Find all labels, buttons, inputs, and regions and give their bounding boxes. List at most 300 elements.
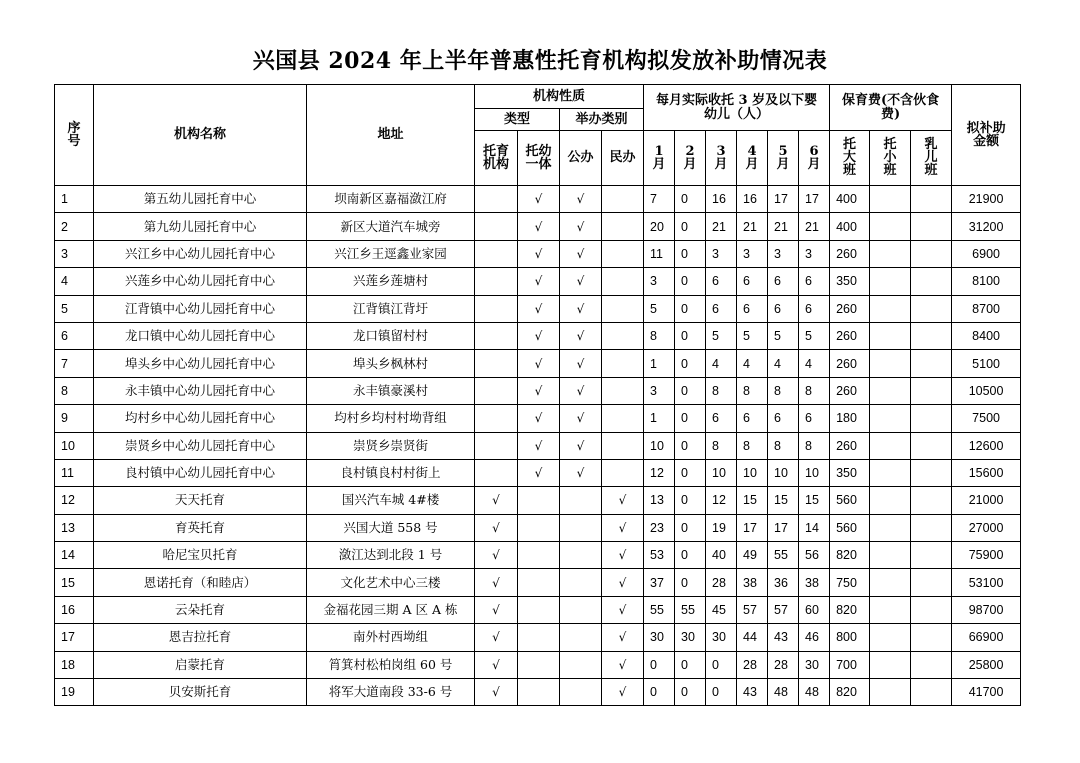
cell-fee-small xyxy=(870,186,911,213)
header-type-institution: 托育机构 xyxy=(475,131,518,186)
cell-month-3: 6 xyxy=(706,268,737,295)
cell-month-5: 3 xyxy=(768,240,799,267)
cell-fee-small xyxy=(870,268,911,295)
cell-fee-large: 260 xyxy=(830,350,870,377)
cell-month-4: 44 xyxy=(737,624,768,651)
cell-name: 均村乡中心幼儿园托育中心 xyxy=(94,405,307,432)
cell-address: 潋江达到北段 1 号 xyxy=(307,542,475,569)
cell-address: 金福花园三期 A 区 A 栋 xyxy=(307,596,475,623)
header-address: 地址 xyxy=(307,85,475,186)
cell-type-integrated: √ xyxy=(518,322,560,349)
cell-month-5: 8 xyxy=(768,377,799,404)
cell-month-4: 6 xyxy=(737,268,768,295)
cell-fee-infant xyxy=(911,405,952,432)
header-sponsor: 举办类别 xyxy=(560,109,644,131)
cell-type-integrated: √ xyxy=(518,240,560,267)
cell-month-6: 56 xyxy=(799,542,830,569)
cell-type-integrated: √ xyxy=(518,213,560,240)
cell-private: √ xyxy=(602,514,644,541)
table-row xyxy=(55,268,1021,295)
cell-fee-small xyxy=(870,596,911,623)
cell-address: 新区大道汽车城旁 xyxy=(307,213,475,240)
cell-fee-large: 700 xyxy=(830,651,870,678)
cell-month-1: 1 xyxy=(644,350,675,377)
cell-type-integrated xyxy=(518,624,560,651)
cell-subsidy: 15600 xyxy=(952,459,1021,486)
cell-month-1: 1 xyxy=(644,405,675,432)
cell-month-5: 6 xyxy=(768,268,799,295)
cell-month-3: 40 xyxy=(706,542,737,569)
cell-name: 崇贤乡中心幼儿园托育中心 xyxy=(94,432,307,459)
header-private: 民办 xyxy=(602,131,644,186)
cell-fee-small xyxy=(870,514,911,541)
cell-type-integrated: √ xyxy=(518,268,560,295)
cell-seq: 2 xyxy=(55,213,94,240)
cell-month-5: 57 xyxy=(768,596,799,623)
cell-type-institution xyxy=(475,186,518,213)
cell-type-institution: √ xyxy=(475,569,518,596)
cell-address: 永丰镇豪溪村 xyxy=(307,377,475,404)
cell-month-2: 0 xyxy=(675,186,706,213)
cell-month-5: 6 xyxy=(768,295,799,322)
cell-seq: 1 xyxy=(55,186,94,213)
cell-month-5: 21 xyxy=(768,213,799,240)
cell-fee-small xyxy=(870,322,911,349)
cell-month-1: 55 xyxy=(644,596,675,623)
table-row xyxy=(55,377,1021,404)
cell-private xyxy=(602,240,644,267)
cell-subsidy: 31200 xyxy=(952,213,1021,240)
cell-name: 兴莲乡中心幼儿园托育中心 xyxy=(94,268,307,295)
cell-type-integrated: √ xyxy=(518,186,560,213)
cell-name: 恩吉拉托育 xyxy=(94,624,307,651)
cell-public xyxy=(560,651,602,678)
cell-private: √ xyxy=(602,569,644,596)
cell-name: 龙口镇中心幼儿园托育中心 xyxy=(94,322,307,349)
cell-fee-large: 350 xyxy=(830,268,870,295)
table-row xyxy=(55,596,1021,623)
table-row xyxy=(55,679,1021,706)
cell-fee-infant xyxy=(911,514,952,541)
cell-name: 第五幼儿园托育中心 xyxy=(94,186,307,213)
cell-month-1: 3 xyxy=(644,377,675,404)
cell-seq: 5 xyxy=(55,295,94,322)
cell-fee-infant xyxy=(911,542,952,569)
cell-fee-small xyxy=(870,240,911,267)
cell-type-institution: √ xyxy=(475,514,518,541)
cell-month-2: 30 xyxy=(675,624,706,651)
cell-month-1: 37 xyxy=(644,569,675,596)
cell-private: √ xyxy=(602,624,644,651)
cell-private xyxy=(602,268,644,295)
cell-month-6: 6 xyxy=(799,405,830,432)
cell-type-institution: √ xyxy=(475,679,518,706)
table-row xyxy=(55,459,1021,486)
cell-public: √ xyxy=(560,350,602,377)
cell-month-6: 5 xyxy=(799,322,830,349)
cell-address: 均村乡均村村坳背组 xyxy=(307,405,475,432)
cell-month-6: 6 xyxy=(799,268,830,295)
cell-fee-infant xyxy=(911,377,952,404)
cell-subsidy: 98700 xyxy=(952,596,1021,623)
cell-month-5: 4 xyxy=(768,350,799,377)
table-body xyxy=(55,186,1021,706)
cell-month-2: 55 xyxy=(675,596,706,623)
table-row xyxy=(55,322,1021,349)
cell-month-5: 48 xyxy=(768,679,799,706)
cell-month-3: 5 xyxy=(706,322,737,349)
cell-type-institution: √ xyxy=(475,596,518,623)
cell-fee-small xyxy=(870,459,911,486)
cell-month-2: 0 xyxy=(675,679,706,706)
cell-subsidy: 6900 xyxy=(952,240,1021,267)
cell-public xyxy=(560,542,602,569)
cell-month-1: 20 xyxy=(644,213,675,240)
header-fee-large: 托大班 xyxy=(830,131,870,186)
cell-private xyxy=(602,186,644,213)
cell-month-6: 15 xyxy=(799,487,830,514)
cell-address: 兴江乡王逕鑫业家园 xyxy=(307,240,475,267)
cell-month-1: 5 xyxy=(644,295,675,322)
page-title: 兴国县 2024 年上半年普惠性托育机构拟发放补助情况表 xyxy=(252,48,828,74)
cell-month-5: 15 xyxy=(768,487,799,514)
cell-subsidy: 75900 xyxy=(952,542,1021,569)
cell-month-3: 21 xyxy=(706,213,737,240)
cell-address: 龙口镇留村村 xyxy=(307,322,475,349)
cell-fee-infant xyxy=(911,487,952,514)
cell-fee-small xyxy=(870,295,911,322)
cell-subsidy: 21900 xyxy=(952,186,1021,213)
cell-private xyxy=(602,350,644,377)
cell-private xyxy=(602,377,644,404)
cell-type-integrated xyxy=(518,679,560,706)
cell-month-4: 16 xyxy=(737,186,768,213)
cell-address: 文化艺术中心三楼 xyxy=(307,569,475,596)
cell-month-3: 8 xyxy=(706,432,737,459)
cell-month-3: 10 xyxy=(706,459,737,486)
cell-month-1: 7 xyxy=(644,186,675,213)
cell-fee-large: 400 xyxy=(830,213,870,240)
cell-seq: 16 xyxy=(55,596,94,623)
cell-public xyxy=(560,596,602,623)
cell-month-2: 0 xyxy=(675,268,706,295)
cell-month-2: 0 xyxy=(675,240,706,267)
cell-subsidy: 66900 xyxy=(952,624,1021,651)
cell-type-integrated xyxy=(518,487,560,514)
cell-month-6: 21 xyxy=(799,213,830,240)
cell-public xyxy=(560,624,602,651)
cell-month-5: 6 xyxy=(768,405,799,432)
cell-type-integrated: √ xyxy=(518,377,560,404)
cell-month-3: 3 xyxy=(706,240,737,267)
cell-month-3: 19 xyxy=(706,514,737,541)
cell-month-3: 6 xyxy=(706,405,737,432)
cell-public: √ xyxy=(560,405,602,432)
table-row xyxy=(55,213,1021,240)
table-row xyxy=(55,295,1021,322)
cell-fee-infant xyxy=(911,240,952,267)
cell-seq: 17 xyxy=(55,624,94,651)
cell-month-3: 45 xyxy=(706,596,737,623)
cell-seq: 8 xyxy=(55,377,94,404)
cell-month-3: 16 xyxy=(706,186,737,213)
cell-month-3: 0 xyxy=(706,679,737,706)
cell-month-3: 0 xyxy=(706,651,737,678)
cell-month-1: 53 xyxy=(644,542,675,569)
header-seq: 序号 xyxy=(55,85,94,186)
cell-name: 良村镇中心幼儿园托育中心 xyxy=(94,459,307,486)
cell-month-4: 8 xyxy=(737,432,768,459)
cell-month-3: 12 xyxy=(706,487,737,514)
cell-public xyxy=(560,487,602,514)
cell-public: √ xyxy=(560,240,602,267)
cell-seq: 13 xyxy=(55,514,94,541)
table-row xyxy=(55,487,1021,514)
cell-subsidy: 27000 xyxy=(952,514,1021,541)
cell-public xyxy=(560,514,602,541)
cell-month-1: 23 xyxy=(644,514,675,541)
cell-type-institution xyxy=(475,459,518,486)
cell-month-2: 0 xyxy=(675,213,706,240)
cell-subsidy: 12600 xyxy=(952,432,1021,459)
cell-month-6: 3 xyxy=(799,240,830,267)
cell-month-2: 0 xyxy=(675,542,706,569)
header-subsidy: 拟补助金额 xyxy=(952,85,1021,186)
cell-month-6: 30 xyxy=(799,651,830,678)
cell-month-4: 57 xyxy=(737,596,768,623)
cell-public: √ xyxy=(560,186,602,213)
cell-month-5: 10 xyxy=(768,459,799,486)
header-type: 类型 xyxy=(475,109,560,131)
cell-month-4: 15 xyxy=(737,487,768,514)
cell-type-institution xyxy=(475,295,518,322)
cell-name: 哈尼宝贝托育 xyxy=(94,542,307,569)
cell-seq: 3 xyxy=(55,240,94,267)
cell-seq: 4 xyxy=(55,268,94,295)
cell-public xyxy=(560,569,602,596)
cell-month-5: 5 xyxy=(768,322,799,349)
cell-name: 启蒙托育 xyxy=(94,651,307,678)
cell-address: 筲箕村松柏岗组 60 号 xyxy=(307,651,475,678)
cell-month-5: 28 xyxy=(768,651,799,678)
cell-address: 将军大道南段 33-6 号 xyxy=(307,679,475,706)
subsidy-table xyxy=(54,84,1021,706)
cell-type-institution xyxy=(475,377,518,404)
cell-seq: 11 xyxy=(55,459,94,486)
cell-month-4: 3 xyxy=(737,240,768,267)
cell-type-integrated xyxy=(518,596,560,623)
cell-private: √ xyxy=(602,596,644,623)
cell-address: 国兴汽车城 4#楼 xyxy=(307,487,475,514)
cell-month-3: 8 xyxy=(706,377,737,404)
cell-month-2: 0 xyxy=(675,405,706,432)
cell-private xyxy=(602,322,644,349)
cell-fee-small xyxy=(870,432,911,459)
cell-type-integrated xyxy=(518,514,560,541)
cell-public: √ xyxy=(560,295,602,322)
cell-month-3: 6 xyxy=(706,295,737,322)
cell-type-integrated xyxy=(518,542,560,569)
cell-address: 良村镇良村村街上 xyxy=(307,459,475,486)
cell-address: 崇贤乡崇贤街 xyxy=(307,432,475,459)
cell-name: 永丰镇中心幼儿园托育中心 xyxy=(94,377,307,404)
cell-fee-infant xyxy=(911,186,952,213)
cell-type-institution: √ xyxy=(475,624,518,651)
cell-private: √ xyxy=(602,651,644,678)
cell-name: 天天托育 xyxy=(94,487,307,514)
header-fee-small: 托小班 xyxy=(870,131,911,186)
cell-address: 江背镇江背圩 xyxy=(307,295,475,322)
cell-month-4: 6 xyxy=(737,295,768,322)
cell-private xyxy=(602,295,644,322)
cell-address: 坝南新区嘉福潋江府 xyxy=(307,186,475,213)
cell-fee-small xyxy=(870,651,911,678)
cell-fee-small xyxy=(870,624,911,651)
cell-month-1: 0 xyxy=(644,651,675,678)
cell-month-6: 10 xyxy=(799,459,830,486)
cell-fee-infant xyxy=(911,596,952,623)
cell-subsidy: 5100 xyxy=(952,350,1021,377)
cell-subsidy: 41700 xyxy=(952,679,1021,706)
cell-month-1: 13 xyxy=(644,487,675,514)
cell-month-5: 43 xyxy=(768,624,799,651)
cell-month-6: 38 xyxy=(799,569,830,596)
cell-month-3: 4 xyxy=(706,350,737,377)
cell-seq: 10 xyxy=(55,432,94,459)
cell-month-6: 4 xyxy=(799,350,830,377)
cell-seq: 7 xyxy=(55,350,94,377)
cell-fee-small xyxy=(870,487,911,514)
cell-month-1: 10 xyxy=(644,432,675,459)
cell-month-1: 3 xyxy=(644,268,675,295)
cell-address: 南外村西坳组 xyxy=(307,624,475,651)
cell-type-integrated: √ xyxy=(518,405,560,432)
cell-month-1: 0 xyxy=(644,679,675,706)
cell-fee-infant xyxy=(911,651,952,678)
cell-month-6: 48 xyxy=(799,679,830,706)
cell-seq: 18 xyxy=(55,651,94,678)
cell-type-institution: √ xyxy=(475,487,518,514)
cell-month-2: 0 xyxy=(675,432,706,459)
table-row xyxy=(55,405,1021,432)
cell-month-2: 0 xyxy=(675,569,706,596)
cell-fee-small xyxy=(870,679,911,706)
cell-month-5: 36 xyxy=(768,569,799,596)
header-name: 机构名称 xyxy=(94,85,307,186)
cell-fee-infant xyxy=(911,268,952,295)
cell-name: 云朵托育 xyxy=(94,596,307,623)
cell-month-6: 8 xyxy=(799,432,830,459)
cell-public: √ xyxy=(560,268,602,295)
cell-name: 埠头乡中心幼儿园托育中心 xyxy=(94,350,307,377)
cell-month-2: 0 xyxy=(675,487,706,514)
cell-month-4: 10 xyxy=(737,459,768,486)
cell-month-2: 0 xyxy=(675,322,706,349)
cell-month-6: 46 xyxy=(799,624,830,651)
cell-month-3: 28 xyxy=(706,569,737,596)
cell-fee-small xyxy=(870,213,911,240)
header-month-5: 5月 xyxy=(768,131,799,186)
cell-fee-small xyxy=(870,542,911,569)
header-monthly: 每月实际收托 3 岁及以下婴幼儿（人） xyxy=(644,85,830,131)
cell-fee-infant xyxy=(911,213,952,240)
cell-type-institution xyxy=(475,268,518,295)
cell-fee-infant xyxy=(911,569,952,596)
cell-seq: 6 xyxy=(55,322,94,349)
cell-subsidy: 53100 xyxy=(952,569,1021,596)
cell-month-4: 38 xyxy=(737,569,768,596)
cell-name: 恩诺托育（和睦店） xyxy=(94,569,307,596)
cell-month-4: 28 xyxy=(737,651,768,678)
header-public: 公办 xyxy=(560,131,602,186)
cell-type-institution xyxy=(475,240,518,267)
cell-fee-large: 260 xyxy=(830,432,870,459)
cell-fee-large: 560 xyxy=(830,514,870,541)
cell-seq: 15 xyxy=(55,569,94,596)
cell-month-1: 30 xyxy=(644,624,675,651)
cell-type-integrated: √ xyxy=(518,459,560,486)
cell-fee-infant xyxy=(911,350,952,377)
cell-private xyxy=(602,405,644,432)
cell-type-integrated xyxy=(518,651,560,678)
cell-month-3: 30 xyxy=(706,624,737,651)
cell-fee-large: 820 xyxy=(830,679,870,706)
cell-type-institution xyxy=(475,405,518,432)
cell-type-institution xyxy=(475,213,518,240)
header-fee-infant: 乳儿班 xyxy=(911,131,952,186)
cell-fee-large: 260 xyxy=(830,377,870,404)
cell-month-6: 14 xyxy=(799,514,830,541)
cell-month-2: 0 xyxy=(675,651,706,678)
header-nature: 机构性质 xyxy=(475,85,644,109)
cell-address: 兴国大道 558 号 xyxy=(307,514,475,541)
cell-month-2: 0 xyxy=(675,295,706,322)
cell-month-6: 60 xyxy=(799,596,830,623)
header-month-6: 6月 xyxy=(799,131,830,186)
cell-fee-small xyxy=(870,569,911,596)
cell-private: √ xyxy=(602,679,644,706)
cell-fee-infant xyxy=(911,322,952,349)
cell-fee-large: 260 xyxy=(830,322,870,349)
cell-public: √ xyxy=(560,459,602,486)
cell-address: 兴莲乡莲塘村 xyxy=(307,268,475,295)
cell-month-6: 17 xyxy=(799,186,830,213)
cell-fee-infant xyxy=(911,295,952,322)
cell-fee-large: 400 xyxy=(830,186,870,213)
cell-type-institution xyxy=(475,350,518,377)
cell-month-6: 8 xyxy=(799,377,830,404)
cell-subsidy: 7500 xyxy=(952,405,1021,432)
table-row xyxy=(55,350,1021,377)
cell-private xyxy=(602,459,644,486)
cell-month-2: 0 xyxy=(675,459,706,486)
cell-fee-large: 750 xyxy=(830,569,870,596)
cell-seq: 12 xyxy=(55,487,94,514)
cell-fee-large: 350 xyxy=(830,459,870,486)
cell-month-5: 8 xyxy=(768,432,799,459)
cell-type-institution xyxy=(475,432,518,459)
cell-type-integrated: √ xyxy=(518,295,560,322)
cell-month-5: 55 xyxy=(768,542,799,569)
table-row xyxy=(55,542,1021,569)
cell-public: √ xyxy=(560,322,602,349)
table-row xyxy=(55,624,1021,651)
cell-type-institution xyxy=(475,322,518,349)
cell-month-4: 21 xyxy=(737,213,768,240)
cell-fee-infant xyxy=(911,459,952,486)
cell-month-5: 17 xyxy=(768,186,799,213)
cell-subsidy: 21000 xyxy=(952,487,1021,514)
